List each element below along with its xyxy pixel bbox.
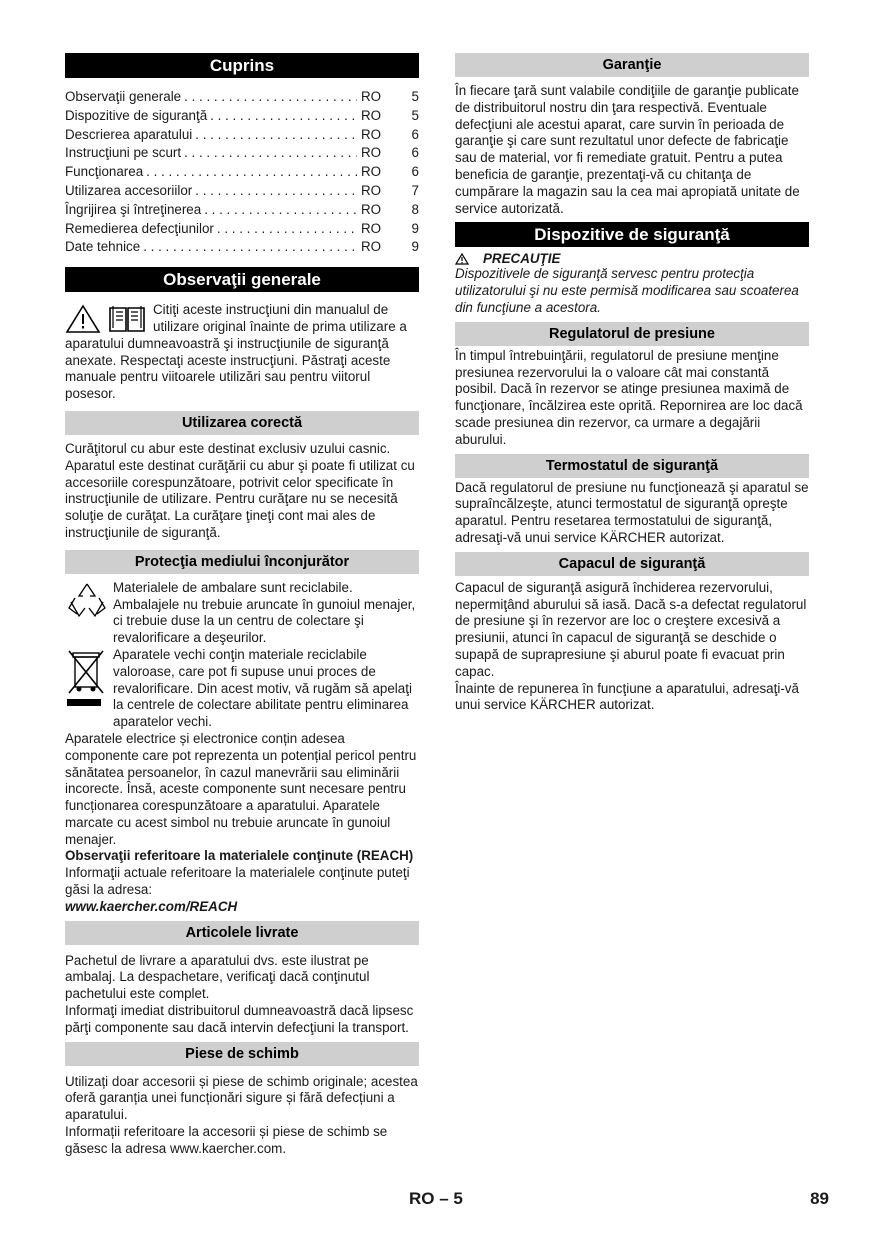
reach-text: Informaţii actuale referitoare la materialele conţinute puteţi găsi la adresa: <box>65 865 410 898</box>
toc-entry-lang: RO <box>361 89 382 104</box>
toc-row[interactable] <box>65 163 419 182</box>
toc-entry-page: 7 <box>411 182 419 198</box>
thermostat-text: Dacă regulatorul de presiune nu funcţionează şi aparatul se supraîncălzeşte, atunci termostatul de siguranţă opreşte aparatul. Pentru resetarea termostatului de siguranţă, adresaţi-vă unui service KÄRCHER autorizat. <box>455 479 809 545</box>
parts-text-2: Informații referitoare la accesorii și piese de schimb se găsesc la adresa www.kaercher.com. <box>65 1124 388 1156</box>
reach-url[interactable]: www.kaercher.com/REACH <box>65 898 238 914</box>
toc-entry-page: 9 <box>411 239 419 255</box>
toc-heading: Cuprins <box>65 53 419 78</box>
caution-line <box>455 251 809 266</box>
env-text-electronics: Aparatele electrice și electronice conțin adesea componente care pot reprezenta un potențial pericol pentru sănătatea persoanelor, în cazul manevrării sau eliminării incorecte. Însă, aceste componente sunt necesare pentru funcționarea corespunzătoare a aparatului. Aparatele marcate cu acest simbol nu trebuie aruncate în gunoiul menajer. <box>65 730 417 847</box>
safety-heading: Dispozitive de siguranţă <box>455 222 809 247</box>
toc-entry-title: Îngrijirea şi întreţinerea <box>65 201 202 217</box>
use-heading: Utilizarea corectă <box>65 411 419 435</box>
toc-entry-title: Date tehnice <box>65 239 141 255</box>
table-of-contents <box>65 88 419 257</box>
cap-text-1: Capacul de siguranţă asigură închiderea rezervorului, nepermiţând aburului să iasă. Dacă s-a defectat regulatorul de presiune şi în rezervor are loc o creştere excesivă a presiunii, atunci în capacul de siguranţă se deschide o supapă de suprapresiune şi aburul poate fi evacuat prin capac. <box>455 579 807 679</box>
left-column <box>65 53 419 1163</box>
thermostat-heading: Termostatul de siguranţă <box>455 454 809 478</box>
pressure-text: În timpul întrebuinţării, regulatorul de presiune menţine presiunea rezervorului la o valoare cât mai constantă posibil. Dacă în rezervor se atinge presiunea maximă de funcţionare, încălzirea este oprită. Repornirea are loc dacă scade presiunea din rezervor, ca urmare a degajării aburului. <box>455 347 803 447</box>
toc-dot-leader <box>184 144 357 163</box>
toc-entry-page: 8 <box>411 201 419 217</box>
toc-entry-page: 6 <box>411 145 419 161</box>
footer-section-label: RO – 5 <box>409 1189 463 1208</box>
toc-entry-title: Utilizarea accesoriilor <box>65 182 193 198</box>
right-column <box>455 53 809 719</box>
toc-row[interactable] <box>65 182 419 201</box>
env-heading: Protecţia mediului înconjurător <box>65 550 419 574</box>
recycling-icon <box>65 580 109 620</box>
toc-row[interactable] <box>65 107 419 126</box>
parts-text-1: Utilizați doar accesorii și piese de schimb originale; acestea oferă garanția unei funcționări sigure și fără defecțiuni a aparatului. <box>65 1073 418 1123</box>
toc-dot-leader <box>195 182 357 201</box>
toc-entry-page: 6 <box>411 126 419 142</box>
cap-heading: Capacul de siguranţă <box>455 552 809 576</box>
footer-page-number: 89 <box>810 1189 829 1208</box>
toc-entry-page: 5 <box>411 107 419 123</box>
delivery-heading: Articolele livrate <box>65 921 419 945</box>
reach-heading: Observaţii referitoare la materialele conţinute (REACH) <box>65 848 414 864</box>
toc-entry-lang: RO <box>361 201 382 217</box>
toc-dot-leader <box>143 238 357 257</box>
toc-dot-leader <box>217 220 357 239</box>
toc-entry-title: Remedierea defecţiunilor <box>65 220 214 236</box>
toc-entry-title: Observaţii generale <box>65 89 182 104</box>
warranty-text: În fiecare ţară sunt valabile condiţiile de garanţie publicate de distribuitorul nostru din ţara respectivă. Eventuale defecţiuni ale acestui aparat, care survin în perioada de garanţie şi care sunt rezultatul unor defecte de fabricaţie sau de material, vor fi remediate gratuit. Pentru a putea beneficia de garanţie, prezentaţi-vă cu chitanţa de cumpărare la magazin sau la cea mai apropiată unitate de service autorizată. <box>455 83 800 216</box>
toc-entry-title: Instrucţiuni pe scurt <box>65 145 182 161</box>
toc-dot-leader <box>146 163 357 182</box>
toc-entry-page: 5 <box>411 89 419 104</box>
parts-heading: Piese de schimb <box>65 1042 419 1066</box>
manual-book-icon <box>107 304 147 334</box>
toc-entry-page: 6 <box>411 164 419 180</box>
caution-triangle-icon <box>455 253 469 265</box>
general-text: Citiţi aceste instrucţiuni din manualul de utilizare original înainte de prima utilizare a aparatului dumneavoastră şi instrucţiunile de siguranţă anexate. Respectaţi aceste instrucţiuni. Păstraţi aceste manuale pentru viitoarele utilizări sau pentru viitorul posesor. <box>65 302 407 402</box>
toc-row[interactable] <box>65 201 419 220</box>
toc-entry-lang: RO <box>361 182 382 198</box>
pressure-heading: Regulatorul de presiune <box>455 322 809 346</box>
delivery-text-1: Pachetul de livrare a aparatului dvs. este ilustrat pe ambalaj. La despachetare, verificaţi dacă conţinutul pachetului este complet. <box>65 952 370 1002</box>
general-icons <box>65 304 147 334</box>
toc-dot-leader <box>210 107 357 126</box>
delivery-text-2: Informaţi imediat distribuitorul dumneavoastră dacă lipsesc părţi componente sau dacă intervin defecţiuni la transport. <box>65 1003 414 1035</box>
warranty-heading: Garanţie <box>455 53 809 77</box>
toc-dot-leader <box>184 88 357 107</box>
toc-entry-lang: RO <box>361 220 382 236</box>
toc-entry-title: Descrierea aparatului <box>65 126 193 142</box>
toc-row[interactable] <box>65 220 419 239</box>
toc-entry-title: Funcţionarea <box>65 164 144 180</box>
toc-dot-leader <box>204 201 357 220</box>
toc-entry-lang: RO <box>361 107 382 123</box>
toc-entry-lang: RO <box>361 239 382 255</box>
toc-row[interactable] <box>65 144 419 163</box>
toc-entry-lang: RO <box>361 164 382 180</box>
toc-entry-title: Dispozitive de siguranţă <box>65 107 208 123</box>
cap-text-2: Înainte de repunerea în funcţiune a aparatului, adresaţi-vă unui service KÄRCHER autorizat. <box>455 680 799 713</box>
caution-label: PRECAUŢIE <box>483 251 561 267</box>
toc-row[interactable] <box>65 126 419 145</box>
toc-dot-leader <box>195 126 357 145</box>
toc-entry-page: 9 <box>411 220 419 236</box>
crossed-bin-icon <box>65 647 109 709</box>
use-text: Curăţitorul cu abur este destinat exclusiv uzului casnic. Aparatul este destinat curăţării cu abur şi poate fi utilizat cu accesoriile corespunzătoare, potrivit celor specificate în instrucţiunile de utilizare. Pentru curăţare nu se necesită soluţie de curăţat. La curăţare ţineţi cont mai ales de instrucţiunile de siguranţă. <box>65 440 415 540</box>
warning-triangle-icon <box>65 304 101 334</box>
env-text-old-devices: Aparatele vechi conţin materiale reciclabile valoroase, care pot fi supuse unui proces de revalorificare. Din acest motiv, vă rugăm să apelaţi la centrele de colectare abilitate pentru eliminarea aparatelor vechi. <box>113 646 412 730</box>
toc-entry-lang: RO <box>361 145 382 161</box>
env-text-packaging: Materialele de ambalare sunt reciclabile. Ambalajele nu trebuie aruncate în gunoiul menajer, ci trebuie duse la un centru de colectare şi revalorificare a deşeurilor. <box>113 579 416 646</box>
toc-row[interactable] <box>65 88 419 107</box>
caution-text: Dispozitivele de siguranţă servesc pentru protecţia utilizatorului şi nu este permisă modificarea sau scoaterea din funcţiune a acestora. <box>455 266 799 315</box>
toc-row[interactable] <box>65 238 419 257</box>
general-heading: Observaţii generale <box>65 267 419 292</box>
toc-entry-lang: RO <box>361 126 382 142</box>
